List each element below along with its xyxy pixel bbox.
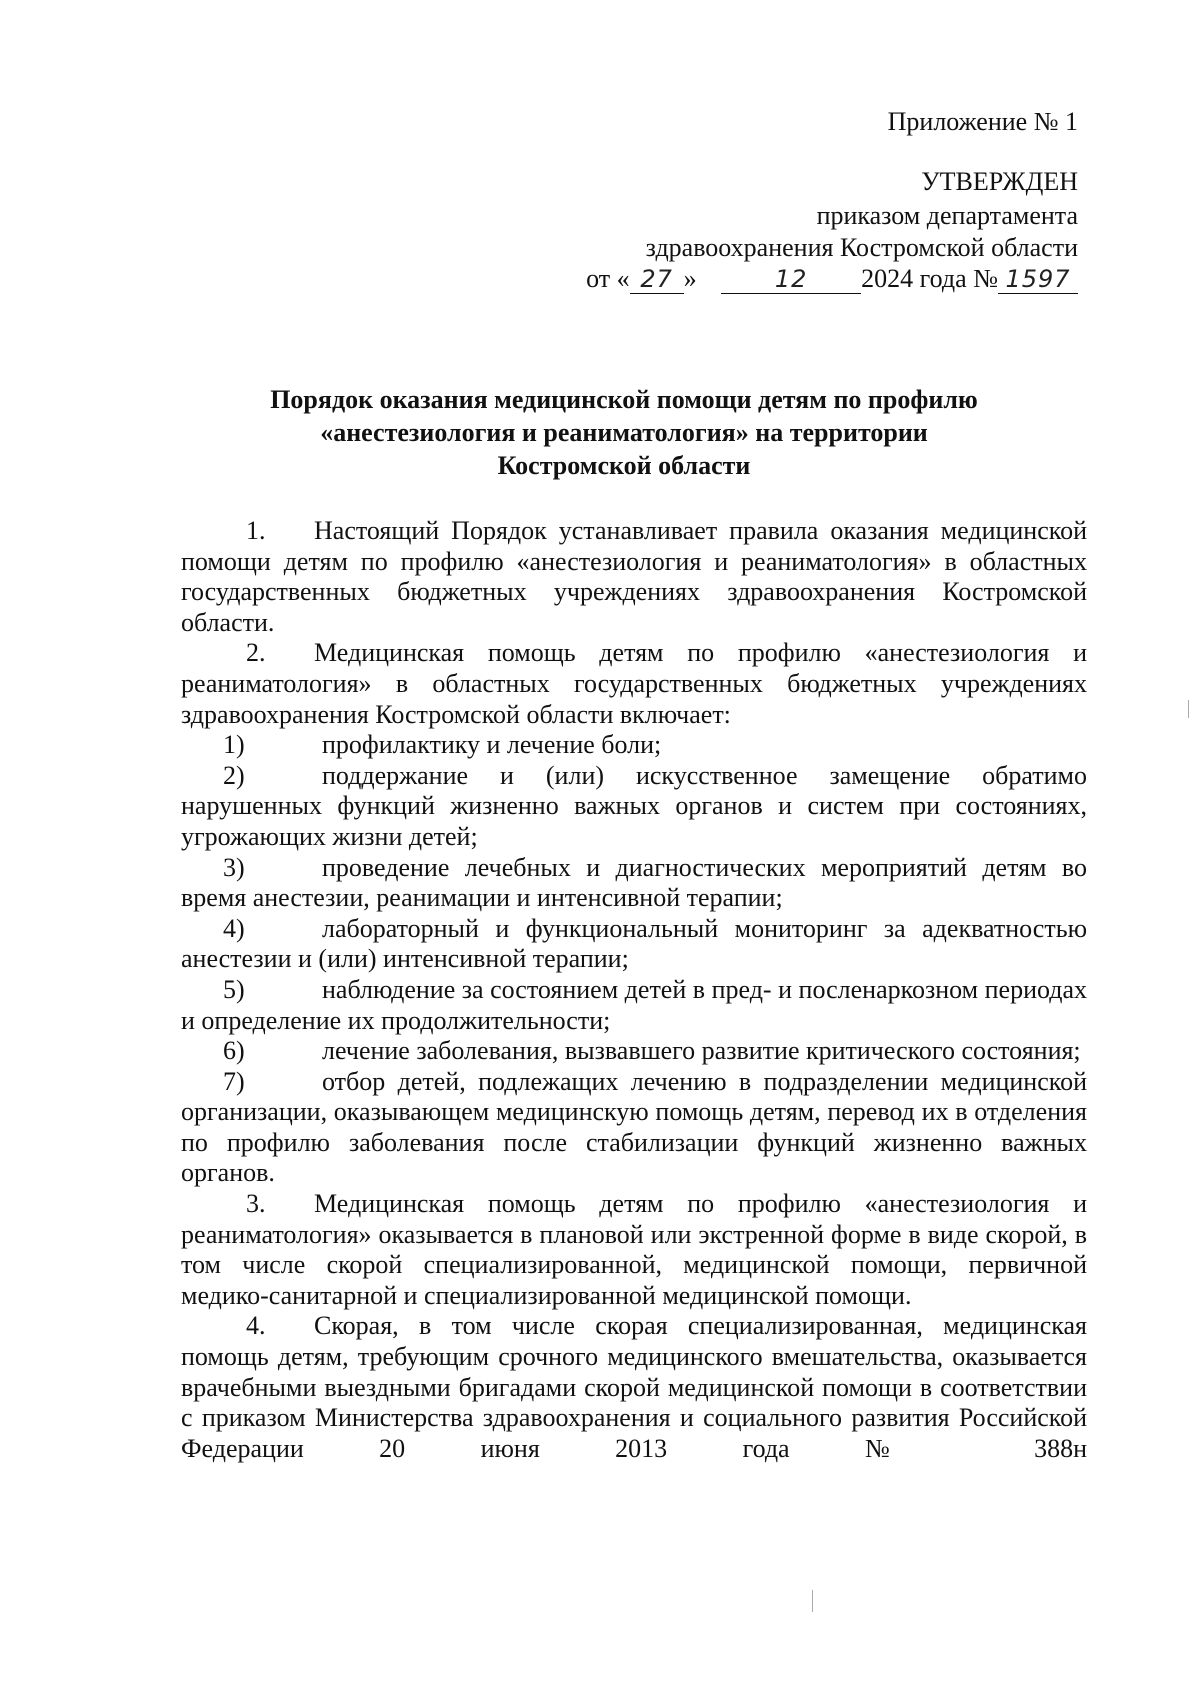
subitem-number: 1) <box>223 730 245 760</box>
title-line-3: Костромской области <box>497 451 751 480</box>
subitem-number: 3) <box>223 852 245 882</box>
subitem-2 <box>181 761 1087 853</box>
order-date-line <box>586 262 1078 296</box>
subitem-5 <box>181 975 1087 1036</box>
paragraph-text: Медицинская помощь детям по профилю «анестезиология и реаниматология» в областных государственных бюджетных учреждениях здравоохранения Костромской области включает: <box>181 638 1087 729</box>
subitem-1 <box>181 730 1087 761</box>
scan-speck <box>812 1590 813 1612</box>
subitem-text: лабораторный и функциональный мониторинг за адекватностью анестезии и (или) интенсивной терапии; <box>181 913 1087 974</box>
paragraph-3 <box>181 1189 1087 1311</box>
date-year: 2024 года № <box>861 264 998 293</box>
approved-label: УТВЕРЖДЕН <box>921 167 1078 196</box>
appendix-label: Приложение № 1 <box>887 107 1078 136</box>
subitem-text: отбор детей, подлежащих лечению в подразделении медицинской организации, оказывающем медицинскую помощь детям, перевод их в отделения по профилю заболевания после стабилизации функций жизненно важных органов. <box>181 1066 1087 1188</box>
subitem-3 <box>181 853 1087 914</box>
subitem-text: поддержание и (или) искусственное замещение обратимо нарушенных функций жизненно важных органов и систем при состояниях, угрожающих жизни детей; <box>181 760 1087 851</box>
subitem-number: 5) <box>223 974 245 1004</box>
date-prefix: от « <box>586 264 630 293</box>
approved-by-line1: приказом департамента <box>816 201 1078 230</box>
paragraph-text: Настоящий Порядок устанавливает правила оказания медицинской помощи детям по профилю «анестезиология и реаниматология» в областных государственных бюджетных учреждениях здравоохранения Костромской области. <box>181 516 1087 637</box>
document-body <box>181 516 1087 1464</box>
paragraph-number: 4. <box>246 1311 266 1341</box>
subitem-number: 6) <box>223 1036 245 1066</box>
scan-speck <box>1188 700 1189 718</box>
date-mid: » <box>683 264 697 293</box>
date-month: 12 <box>721 265 861 294</box>
paragraph-number: 2. <box>246 638 266 668</box>
title-line-1: Порядок оказания медицинской помощи детям по профилю <box>270 385 978 414</box>
subitem-6 <box>181 1036 1087 1067</box>
paragraph-text: Медицинская помощь детям по профилю «анестезиология и реаниматология» оказывается в плановой или экстренной форме в виде скорой, в том числе скорой специализированной, медицинской помощи, первичной медико-санитарной и специализированной медицинской помощи. <box>181 1189 1087 1310</box>
subitem-text: проведение лечебных и диагностических мероприятий детям во время анестезии, реанимации и интенсивной терапии; <box>181 852 1087 913</box>
paragraph-4 <box>181 1311 1087 1464</box>
subitem-4 <box>181 914 1087 975</box>
subitem-text: лечение заболевания, вызвавшего развитие критического состояния; <box>322 1036 1081 1066</box>
approved-by-line2: здравоохранения Костромской области <box>645 233 1078 262</box>
paragraph-number: 3. <box>246 1189 266 1219</box>
document-title <box>170 383 1078 482</box>
subitem-7 <box>181 1067 1087 1189</box>
title-line-2: «анестезиология и реаниматология» на территории <box>320 418 928 447</box>
subitem-number: 7) <box>223 1066 245 1096</box>
order-number: 1597 <box>998 265 1078 294</box>
subitem-number: 2) <box>223 760 245 790</box>
paragraph-1 <box>181 516 1087 638</box>
date-day: 27 <box>630 265 684 294</box>
paragraph-2 <box>181 638 1087 730</box>
subitem-number: 4) <box>223 913 245 943</box>
paragraph-number: 1. <box>246 516 266 545</box>
subitem-text: наблюдение за состоянием детей в пред- и посленаркозном периодах и определение их продолжительности; <box>181 974 1087 1035</box>
subitem-text: профилактику и лечение боли; <box>322 730 662 760</box>
paragraph-text: Скорая, в том числе скорая специализированная, медицинская помощь детям, требующим срочного медицинского вмешательства, оказывается врачебными выездными бригадами скорой медицинской помощи в соответствии с приказом Министерства здравоохранения и социального развития Российской Федерации 20 июня 2013 года № 388н <box>181 1311 1087 1463</box>
